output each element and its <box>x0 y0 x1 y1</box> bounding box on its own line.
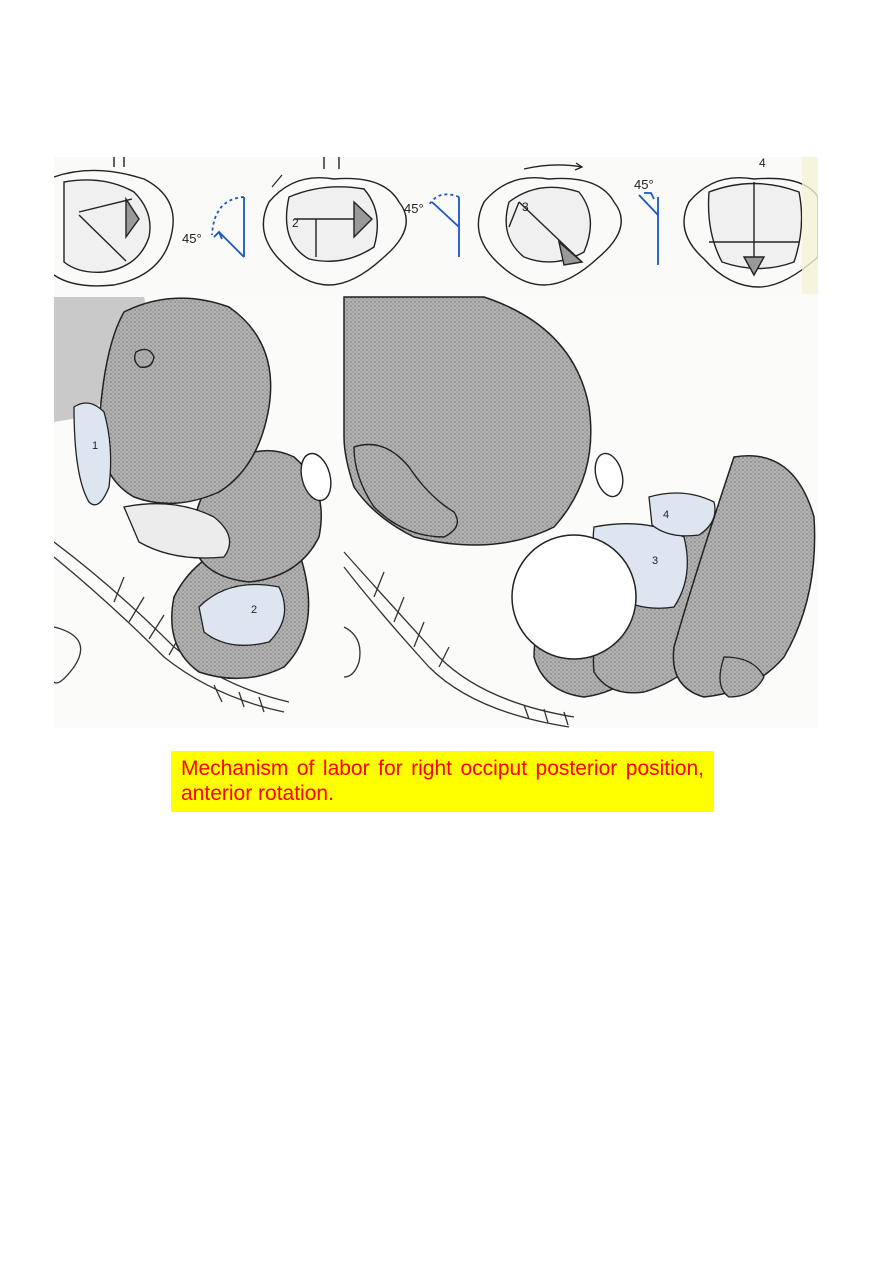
angle-label-2: 45° <box>404 201 424 216</box>
figure-illustration <box>54 157 818 728</box>
angle-label-1: 45° <box>182 231 202 246</box>
top-strip-bg <box>54 157 818 294</box>
labor-mechanism-figure <box>54 157 818 728</box>
pelvis-label-4: 4 <box>759 157 766 170</box>
figure-caption: Mechanism of labor for right occiput posterior position, anterior rotation. <box>171 751 714 812</box>
pelvis-label-3: 3 <box>522 200 529 214</box>
angle-label-3: 45° <box>634 177 654 192</box>
position-label-1: 1 <box>92 440 99 452</box>
position-label-3: 3 <box>652 555 659 567</box>
head-position-4-region <box>649 493 715 536</box>
position-label-2: 2 <box>251 604 258 616</box>
position-label-4: 4 <box>663 509 670 521</box>
pelvis-label-2: 2 <box>292 216 299 230</box>
